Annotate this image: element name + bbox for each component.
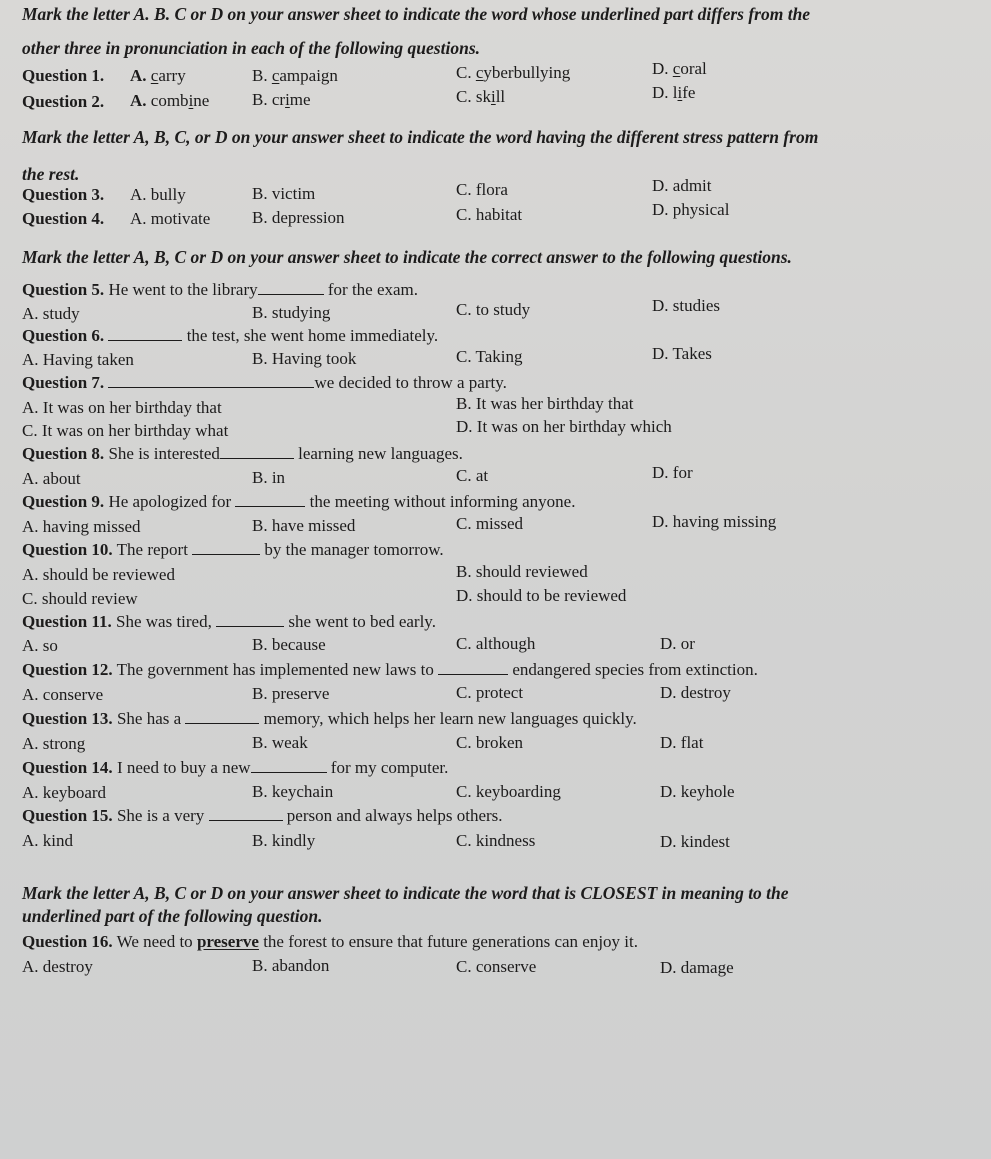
- q7-stem: Question 7. we decided to throw a party.: [22, 373, 507, 392]
- q6-option-b[interactable]: B. Having took: [252, 349, 357, 368]
- q4-label: Question 4.: [22, 209, 105, 228]
- q13-option-a[interactable]: A. strong: [22, 734, 86, 753]
- q13-option-b[interactable]: B. weak: [252, 733, 308, 752]
- q14-option-b[interactable]: B. keychain: [252, 782, 334, 801]
- q15-option-d[interactable]: D. kindest: [660, 832, 730, 851]
- q10-stem: Question 10. The report by the manager tomorrow.: [22, 540, 444, 559]
- q4-option-a[interactable]: A. motivate: [130, 209, 211, 228]
- q2-option-c[interactable]: C. skill: [456, 87, 506, 106]
- q13-option-d[interactable]: D. flat: [660, 733, 704, 752]
- q3-option-c[interactable]: C. flora: [456, 180, 508, 199]
- q9-stem: Question 9. He apologized for the meeting without informing anyone.: [22, 492, 576, 511]
- q6-stem: Question 6. the test, she went home immediately.: [22, 326, 439, 345]
- q5-stem: Question 5. He went to the library for the exam.: [22, 280, 419, 299]
- instruction-stress-line2: the rest.: [22, 164, 80, 184]
- q8-option-d[interactable]: D. for: [652, 463, 693, 482]
- q10-option-a[interactable]: A. should be reviewed: [22, 565, 175, 584]
- q15-stem: Question 15. She is a very person and always helps others.: [22, 806, 503, 825]
- q2-option-d[interactable]: D. life: [652, 83, 696, 102]
- q5-option-d[interactable]: D. studies: [652, 296, 720, 315]
- q2-option-b[interactable]: B. crime: [252, 90, 311, 109]
- q11-option-d[interactable]: D. or: [660, 634, 695, 653]
- q15-option-c[interactable]: C. kindness: [456, 831, 536, 850]
- instruction-pronunciation-line1: Mark the letter A. B. C or D on your answer sheet to indicate the word whose underlined part differs from the: [22, 4, 811, 24]
- q14-option-a[interactable]: A. keyboard: [22, 783, 107, 802]
- q14-option-c[interactable]: C. keyboarding: [456, 782, 561, 801]
- q16-stem: Question 16. We need to preserve the forest to ensure that future generations can enjoy it.: [22, 932, 639, 951]
- instruction-closest-line1: Mark the letter A, B, C or D on your answer sheet to indicate the word that is CLOSEST in meaning to the: [22, 883, 789, 903]
- q3-option-d[interactable]: D. admit: [652, 176, 712, 195]
- q12-option-d[interactable]: D. destroy: [660, 683, 731, 702]
- q16-option-c[interactable]: C. conserve: [456, 957, 537, 976]
- q11-option-c[interactable]: C. although: [456, 634, 536, 653]
- q9-option-d[interactable]: D. having missing: [652, 512, 777, 531]
- q7-option-c[interactable]: C. It was on her birthday what: [22, 421, 229, 440]
- instruction-correct-line1: Mark the letter A, B, C or D on your answer sheet to indicate the correct answer to the following questions.: [22, 247, 792, 267]
- q11-stem: Question 11. She was tired, she went to bed early.: [22, 612, 436, 631]
- q1-option-c[interactable]: C. cyberbullying: [456, 63, 571, 82]
- q11-option-b[interactable]: B. because: [252, 635, 326, 654]
- q3-option-a[interactable]: A. bully: [130, 185, 186, 204]
- q12-option-a[interactable]: A. conserve: [22, 685, 104, 704]
- instruction-closest-line2: underlined part of the following question.: [22, 906, 323, 926]
- q10-option-b[interactable]: B. should reviewed: [456, 562, 588, 581]
- q9-option-c[interactable]: C. missed: [456, 514, 524, 533]
- q13-stem: Question 13. She has a memory, which helps her learn new languages quickly.: [22, 709, 637, 728]
- q7-option-a[interactable]: A. It was on her birthday that: [22, 398, 222, 417]
- q2-option-a[interactable]: A. combine: [130, 91, 210, 110]
- q1-option-b[interactable]: B. campaign: [252, 66, 338, 85]
- instruction-stress-line1: Mark the letter A, B, C, or D on your answer sheet to indicate the word having the different stress pattern from: [22, 127, 819, 147]
- q8-option-a[interactable]: A. about: [22, 469, 81, 488]
- q12-stem: Question 12. The government has implemented new laws to endangered species from extinction.: [22, 660, 758, 679]
- q6-option-a[interactable]: A. Having taken: [22, 350, 134, 369]
- q10-option-d[interactable]: D. should to be reviewed: [456, 586, 627, 605]
- q1-option-d[interactable]: D. coral: [652, 59, 707, 78]
- q3-label: Question 3.: [22, 185, 105, 204]
- q15-option-b[interactable]: B. kindly: [252, 831, 316, 850]
- q1-option-a[interactable]: A. carry: [130, 66, 186, 85]
- q15-option-a[interactable]: A. kind: [22, 831, 73, 850]
- q16-option-a[interactable]: A. destroy: [22, 957, 93, 976]
- q5-option-b[interactable]: B. studying: [252, 303, 331, 322]
- q10-option-c[interactable]: C. should review: [22, 589, 138, 608]
- q14-option-d[interactable]: D. keyhole: [660, 782, 735, 801]
- q4-option-d[interactable]: D. physical: [652, 200, 730, 219]
- q4-option-c[interactable]: C. habitat: [456, 205, 523, 224]
- q12-option-b[interactable]: B. preserve: [252, 684, 330, 703]
- q2-label: Question 2.: [22, 92, 105, 111]
- q16-option-b[interactable]: B. abandon: [252, 956, 330, 975]
- q14-stem: Question 14. I need to buy a new for my computer.: [22, 758, 449, 777]
- q1-label: Question 1.: [22, 66, 105, 85]
- q3-option-b[interactable]: B. victim: [252, 184, 316, 203]
- q9-option-b[interactable]: B. have missed: [252, 516, 356, 535]
- q9-option-a[interactable]: A. having missed: [22, 517, 141, 536]
- q7-option-b[interactable]: B. It was her birthday that: [456, 394, 634, 413]
- q8-option-c[interactable]: C. at: [456, 466, 489, 485]
- q7-option-d[interactable]: D. It was on her birthday which: [456, 417, 672, 436]
- q6-option-c[interactable]: C. Taking: [456, 347, 523, 366]
- q11-option-a[interactable]: A. so: [22, 636, 58, 655]
- q5-option-c[interactable]: C. to study: [456, 300, 531, 319]
- q16-option-d[interactable]: D. damage: [660, 958, 734, 977]
- q12-option-c[interactable]: C. protect: [456, 683, 524, 702]
- q5-option-a[interactable]: A. study: [22, 304, 80, 323]
- q8-stem: Question 8. She is interested learning new languages.: [22, 444, 463, 463]
- q4-option-b[interactable]: B. depression: [252, 208, 345, 227]
- q8-option-b[interactable]: B. in: [252, 468, 286, 487]
- q6-option-d[interactable]: D. Takes: [652, 344, 712, 363]
- q13-option-c[interactable]: C. broken: [456, 733, 524, 752]
- instruction-pronunciation-line2: other three in pronunciation in each of the following questions.: [22, 38, 480, 58]
